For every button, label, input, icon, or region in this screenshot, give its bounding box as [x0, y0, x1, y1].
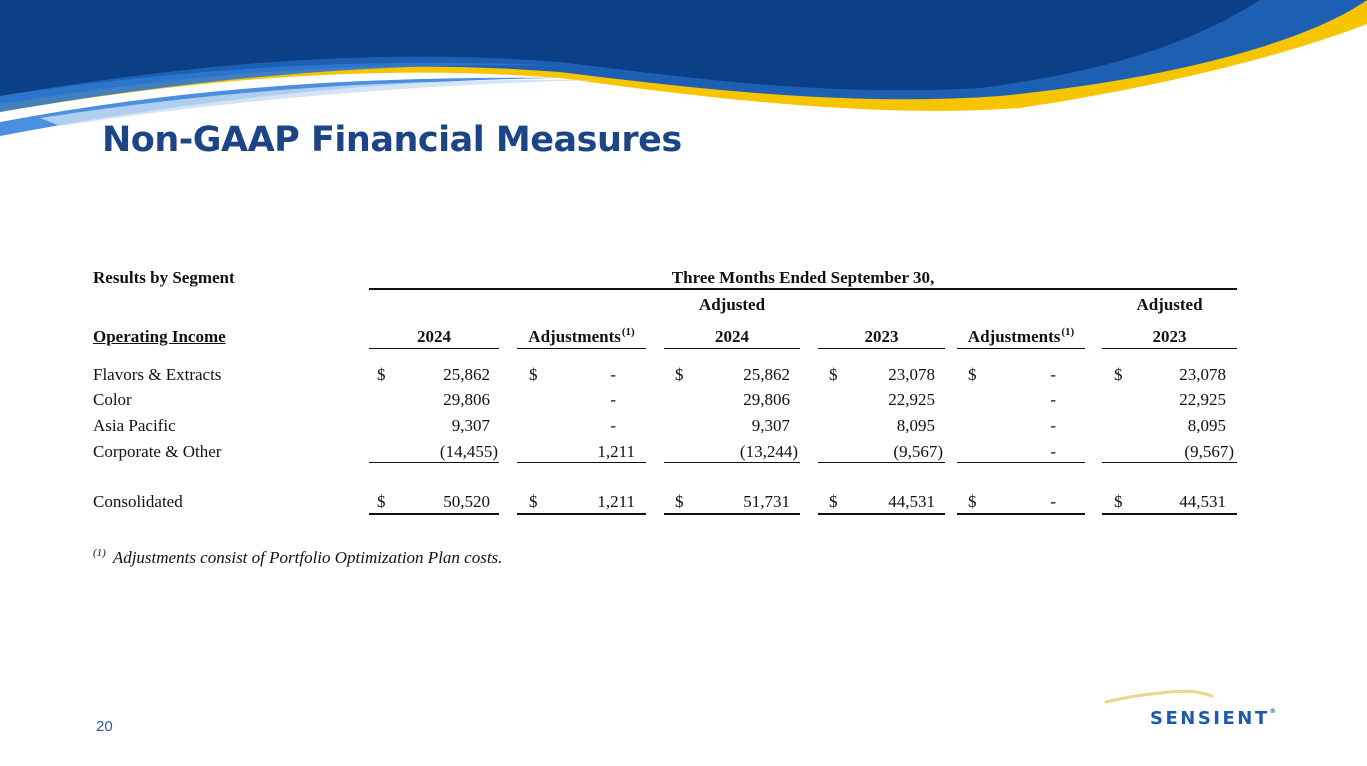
- cell-value: 1,211: [597, 442, 635, 461]
- col-top-adjusted-2024: Adjusted: [698, 295, 766, 314]
- col-rule: [664, 348, 800, 349]
- subtotal-rule: [369, 462, 499, 463]
- cell-value: 25,862: [743, 365, 790, 384]
- total-value: 51,731: [743, 492, 790, 511]
- cell-value: 29,806: [743, 390, 790, 409]
- subtotal-rule: [517, 462, 646, 463]
- total-rule: [957, 513, 1085, 515]
- subtotal-rule: [1102, 462, 1237, 463]
- total-value: 44,531: [1179, 492, 1226, 511]
- logo-wordmark: SENSIENT: [1150, 708, 1270, 729]
- footnote-text: Adjustments consist of Portfolio Optimization Plan costs.: [112, 548, 503, 567]
- col-label-adjustments-2023: Adjustments$^{(1)}$: [967, 326, 1075, 346]
- currency-symbol: $: [377, 365, 386, 384]
- total-rule: [664, 513, 800, 515]
- cell-value: (13,244): [739, 442, 798, 461]
- currency-symbol: $: [829, 492, 838, 511]
- currency-symbol: $: [377, 492, 386, 511]
- cell-value: 9,307: [451, 416, 490, 435]
- currency-symbol: $: [968, 365, 977, 384]
- row-header: Operating Income: [93, 327, 226, 346]
- total-value: 50,520: [443, 492, 490, 511]
- cell-value: (9,567): [893, 442, 943, 461]
- row-label: Asia Pacific: [93, 416, 176, 435]
- cell-value: 8,095: [1187, 416, 1226, 435]
- total-rule: [517, 513, 646, 515]
- col-rule: [369, 348, 499, 349]
- total-value: 44,531: [888, 492, 935, 511]
- currency-symbol: $: [529, 492, 538, 511]
- period-header: Three Months Ended September 30,: [671, 268, 935, 287]
- col-rule: [818, 348, 945, 349]
- cell-value: -: [1050, 416, 1056, 435]
- cell-value: -: [610, 416, 616, 435]
- col-label-adjusted-2023: 2023: [1152, 327, 1187, 346]
- total-value: -: [1050, 492, 1056, 511]
- subtotal-rule: [957, 462, 1085, 463]
- currency-symbol: $: [529, 365, 538, 384]
- currency-symbol: $: [675, 492, 684, 511]
- currency-symbol: $: [968, 492, 977, 511]
- cell-value: 22,925: [888, 390, 935, 409]
- currency-symbol: $: [675, 365, 684, 384]
- slide-title: Non-GAAP Financial Measures: [102, 120, 682, 160]
- section-title: Results by Segment: [93, 268, 235, 287]
- row-label: Flavors & Extracts: [93, 365, 222, 384]
- row-label: Color: [93, 390, 132, 409]
- footnote-mark: (1): [93, 547, 106, 559]
- cell-value: 22,925: [1179, 390, 1226, 409]
- cell-value: -: [1050, 390, 1056, 409]
- cell-value: 23,078: [1179, 365, 1226, 384]
- subtotal-rule: [818, 462, 945, 463]
- col-label-2024: 2024: [417, 327, 451, 346]
- currency-symbol: $: [829, 365, 838, 384]
- col-label-adjusted-2024: 2024: [715, 327, 749, 346]
- total-rule: [1102, 513, 1237, 515]
- currency-symbol: $: [1114, 492, 1123, 511]
- cell-value: -: [1050, 442, 1056, 461]
- col-top-adjusted-2023: Adjusted: [1136, 295, 1203, 314]
- cell-value: 29,806: [443, 390, 490, 409]
- cell-value: -: [610, 365, 616, 384]
- logo-trademark: ®: [1269, 708, 1276, 715]
- cell-value: (9,567): [1184, 442, 1234, 461]
- col-rule: [517, 348, 646, 349]
- total-rule: [818, 513, 945, 515]
- cell-value: (14,455): [439, 442, 498, 461]
- sensient-logo: [1150, 708, 1276, 729]
- cell-value: -: [610, 390, 616, 409]
- page-number: 20: [96, 718, 113, 735]
- col-rule: [1102, 348, 1237, 349]
- cell-value: 23,078: [888, 365, 935, 384]
- row-label: Corporate & Other: [93, 442, 222, 461]
- col-label-adjustments-2024: Adjustments$^{(1)}$: [528, 326, 635, 346]
- cell-value: 9,307: [751, 416, 790, 435]
- cell-value: 25,862: [443, 365, 490, 384]
- col-rule: [957, 348, 1085, 349]
- total-label: Consolidated: [93, 492, 183, 511]
- col-label-2023: 2023: [864, 327, 899, 346]
- footnote: [93, 548, 502, 568]
- period-header-rule: [369, 288, 1237, 290]
- currency-symbol: $: [1114, 365, 1123, 384]
- total-rule: [369, 513, 499, 515]
- subtotal-rule: [664, 462, 800, 463]
- cell-value: 8,095: [896, 416, 935, 435]
- cell-value: -: [1050, 365, 1056, 384]
- total-value: 1,211: [597, 492, 635, 511]
